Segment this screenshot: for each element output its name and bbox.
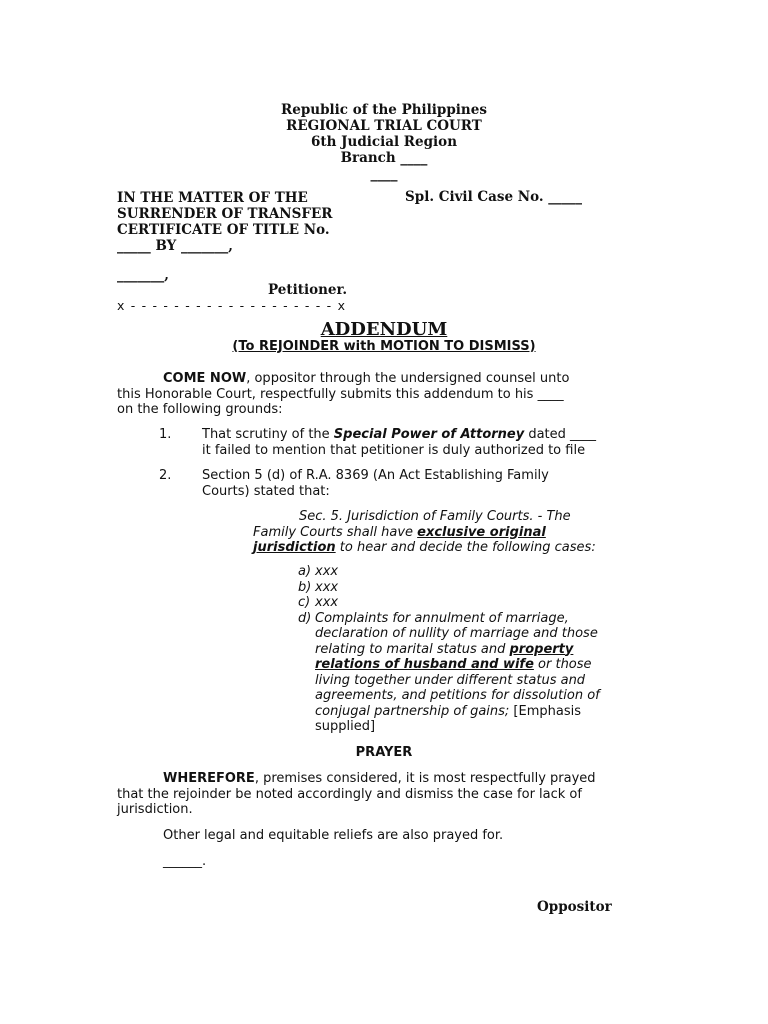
ground-2-line-2: Courts) stated that: xyxy=(202,483,330,499)
header-republic: Republic of the Philippines xyxy=(281,102,487,118)
list-item-c: c) xxx xyxy=(298,595,339,610)
intro-lead: COME NOW xyxy=(163,371,247,386)
case-number: Spl. Civil Case No. _____ xyxy=(405,189,583,205)
list-item-d: d) Complaints for annulment of marriage, declaration of nullity of marriage and those relating to marital status and property relations of husband and wife or those living together under different status and agreements, and petitions for dissolution of conjugal partnership of gains; [Emphasis supplied] xyxy=(298,610,600,734)
intro-paragraph xyxy=(117,371,651,418)
caption-line-3: CERTIFICATE OF TITLE No. xyxy=(117,222,330,238)
prayer-heading: PRAYER xyxy=(355,745,413,760)
ground-1 xyxy=(202,427,651,458)
header-blank: ____ xyxy=(370,166,398,182)
caption-line-1: IN THE MATTER OF THE xyxy=(117,190,308,206)
ground-1-pre: That scrutiny of the xyxy=(202,427,334,442)
ground-1-emphasis: Special Power of Attorney xyxy=(333,427,525,442)
intro-line-3: on the following grounds: xyxy=(117,402,283,417)
caption-line-2: SURRENDER OF TRANSFER xyxy=(117,206,333,222)
title-block xyxy=(0,319,768,354)
quote-line-2-pre: Family Courts shall have xyxy=(253,524,418,540)
intro-line-1: , oppositor through the undersigned counsel unto xyxy=(246,371,570,386)
party-blank: _______, xyxy=(117,267,169,283)
court-header xyxy=(0,102,768,182)
list-item-b: b) xxx xyxy=(298,579,339,595)
ground-1-cont: it failed to mention that petitioner is duly authorized to file xyxy=(202,442,586,458)
ground-1-post: dated ____ xyxy=(524,427,597,442)
document-subtitle: (To REJOINDER with MOTION TO DISMISS) xyxy=(232,338,536,354)
reliefs-paragraph: Other legal and equitable reliefs are also prayed for. xyxy=(163,828,504,843)
ground-2-number: 2. xyxy=(159,468,172,483)
header-branch: Branch ____ xyxy=(340,150,428,166)
quote-line-3-post: to hear and decide the following cases: xyxy=(335,540,596,555)
list-item-a: a) xxx xyxy=(298,564,339,579)
prayer-paragraph xyxy=(117,771,651,818)
caption-divider: x - - - - - - - - - - - - - - - - - - - x xyxy=(117,298,347,313)
header-court: REGIONAL TRIAL COURT xyxy=(286,118,482,134)
ground-2-line-1: Section 5 (d) of R.A. 8369 (An Act Establishing Family xyxy=(202,468,549,483)
quote-line-3-emphasis: jurisdiction xyxy=(253,540,336,555)
signature-label: Oppositor xyxy=(537,899,612,915)
date-blank: ______. xyxy=(163,854,207,869)
case-caption xyxy=(117,190,332,254)
caption-line-4: _____ BY _______, xyxy=(117,238,233,254)
quote-line-1: Sec. 5. Jurisdiction of Family Courts. - The xyxy=(299,509,571,524)
quoted-list xyxy=(298,564,651,735)
prayer-lead: WHEREFORE xyxy=(163,771,255,786)
petitioner-label: Petitioner. xyxy=(268,282,348,298)
document-title: ADDENDUM xyxy=(320,319,448,340)
prayer-line-2: that the rejoinder be noted accordingly and dismiss the case for lack of xyxy=(117,786,582,802)
quoted-statute xyxy=(253,509,651,556)
quote-line-2-emphasis: exclusive original xyxy=(417,524,546,540)
prayer-line-1: , premises considered, it is most respectfully prayed xyxy=(254,771,596,786)
prayer-line-3: jurisdiction. xyxy=(117,802,193,817)
ground-1-number: 1. xyxy=(159,427,172,442)
header-region: 6th Judicial Region xyxy=(310,134,458,150)
intro-line-2: this Honorable Court, respectfully submits this addendum to his ____ xyxy=(117,386,564,402)
ground-2 xyxy=(202,468,651,499)
